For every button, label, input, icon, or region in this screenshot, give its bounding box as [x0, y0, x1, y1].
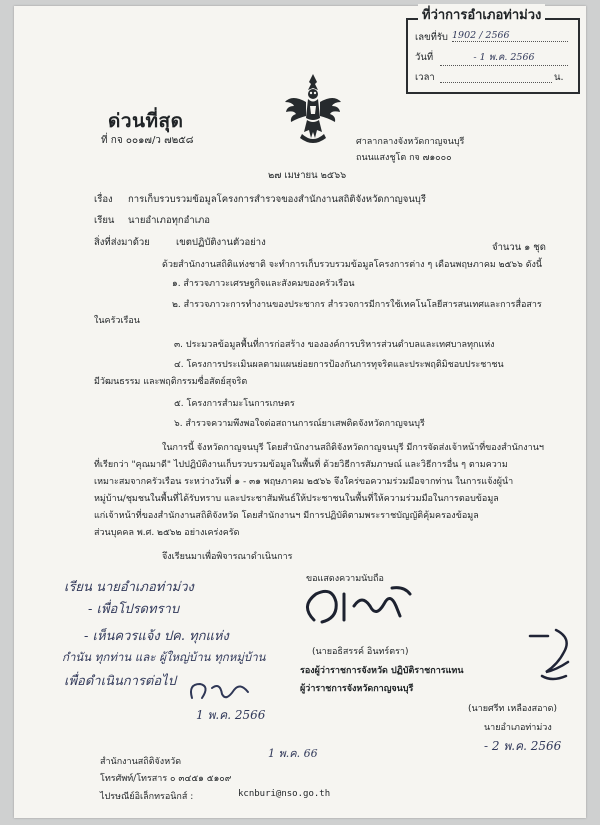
subject-text: การเก็บรวบรวมข้อมูลโครงการสำรวจของสำนักงานสถิติจังหวัดกาญจนบุรี — [128, 194, 426, 205]
handwritten-line-1: เรียน นายอำเภอท่าม่วง — [64, 580, 194, 595]
document-date: ๒๗ เมษายน ๒๕๖๖ — [268, 170, 347, 181]
body-para2-line2: ที่เรียกว่า "คุณมาดี" ไปปฏิบัติงานเก็บรวบรวมข้อมูลในพื้นที่ ด้วยวิธีการสัมภาษณ์ และวิธีการอื่น ๆ ตามความ — [94, 460, 508, 470]
handwritten-line-2: - เพื่อโปรดทราบ — [88, 602, 180, 617]
addressee-text: นายอำเภอทุกอำเภอ — [128, 215, 210, 226]
handwritten-date: 1 พ.ค. 2566 — [196, 708, 266, 722]
subject-label: เรื่อง — [94, 194, 113, 205]
signatory-name: (นายอธิสรรค์ อินทร์ตรา) — [312, 647, 409, 657]
garuda-emblem-icon — [282, 72, 344, 148]
stamp-date-value: - 1 พ.ค. 2566 — [473, 52, 535, 63]
signature-regards: ขอแสดงความนับถือ — [306, 574, 384, 584]
body-para2-line4: หมู่บ้าน/ชุมชนในพื้นที่ได้รับทราบ และประชาสัมพันธ์ให้ประชาชนในพื้นที่ให้ความร่วมมือในการตอบข้อมูล — [94, 494, 499, 504]
urgency-heading: ด่วนที่สุด — [108, 110, 184, 132]
handwritten-side-date: 1 พ.ค. 66 — [268, 747, 318, 760]
body-para2-line3: เหมาะสมจากครัวเรือน ระหว่างวันที่ ๑ - ๓๑ พฤษภาคม ๒๕๖๖ จึงใคร่ขอความร่วมมือจากท่าน ในการแจ้งผู้นำ — [94, 477, 514, 487]
body-para2-line6: ส่วนบุคคล พ.ศ. ๒๕๖๒ อย่างเคร่งครัด — [94, 528, 240, 538]
body-item-3: ๓. ประมวลข้อมูลพื้นที่การก่อสร้าง ขององค์การบริหารส่วนตำบลและเทศบาลทุกแห่ง — [174, 340, 495, 350]
stamp-time-line — [440, 70, 552, 83]
attachment-text: เขตปฏิบัติงานตัวอย่าง — [176, 237, 266, 248]
district-chief-signature-icon — [526, 626, 576, 686]
addressee-label: เรียน — [94, 215, 115, 226]
stamp-receipt-label: เลขที่รับ — [415, 32, 448, 43]
stamp-title: ที่ว่าการอำเภอท่าม่วง — [418, 4, 545, 25]
signatory-position-1: รองผู้ว่าราชการจังหวัด ปฏิบัติราชการแทน — [300, 666, 464, 676]
body-item-1: ๑. สำรวจภาวะเศรษฐกิจและสังคมของครัวเรือน — [172, 279, 355, 289]
closing-line: จึงเรียนมาเพื่อพิจารณาดำเนินการ — [162, 552, 293, 562]
body-item-6: ๖. สำรวจความพึงพอใจต่อสถานการณ์ยาเสพติดจังหวัดกาญจนบุรี — [174, 419, 425, 429]
body-para2-line5: แก่เจ้าหน้าที่ของสำนักงานสถิติจังหวัด โดยสำนักงานฯ มีการปฏิบัติตามพระราชบัญญัติคุ้มครองข้อมูล — [94, 511, 479, 521]
org-line-2: ถนนแสงชูโต กจ ๗๑๐๐๐ — [356, 153, 452, 163]
stamp-receipt-value: 1902 / 2566 — [452, 30, 510, 41]
footer-phone: โทรศัพท์/โทรสาร ๐ ๓๔๕๑ ๕๑๐๙ — [100, 774, 232, 784]
body-item-2-cont: ในครัวเรือน — [94, 316, 140, 326]
stamp-date-line — [440, 50, 568, 66]
attachment-quantity: จำนวน ๑ ชุด — [492, 242, 546, 253]
body-item-4-cont: มีวัฒนธรรม และพฤติกรรมซื่อสัตย์สุจริต — [94, 377, 248, 387]
district-chief-name: (นายศรีท เหลืองสอาด) — [468, 704, 557, 714]
district-chief-position: นายอำเภอท่าม่วง — [484, 723, 552, 733]
stamp-time-suffix: น. — [554, 72, 564, 83]
stamp-date-label: วันที่ — [415, 52, 434, 63]
document-number: ที่ กจ ๐๐๑๗/ว ๗๒๕๘ — [101, 135, 194, 146]
footer-office: สำนักงานสถิติจังหวัด — [100, 757, 182, 767]
signature-mark-icon — [296, 584, 426, 632]
handwritten-line-5: เพื่อดำเนินการต่อไป — [64, 674, 176, 689]
district-chief-date: - 2 พ.ค. 2566 — [484, 739, 562, 753]
handwritten-initials-icon — [186, 678, 256, 706]
body-item-2: ๒. สำรวจภาวะการทำงานของประชากร สำรวจการมีการใช้เทคโนโลยีสารสนเทศและการสื่อสาร — [172, 300, 542, 310]
stamp-receipt-line — [452, 30, 568, 42]
stamp-time-label: เวลา — [415, 72, 435, 83]
body-item-4: ๔. โครงการประเมินผลตามแผนย่อยการป้องกันการทุจริตและประพฤติมิชอบประชาชน — [174, 360, 504, 370]
handwritten-line-3: - เห็นควรแจ้ง ปค. ทุกแห่ง — [84, 629, 229, 644]
signatory-position-2: ผู้ว่าราชการจังหวัดกาญจนบุรี — [300, 684, 414, 694]
handwritten-line-4: กำนัน ทุกท่าน และ ผู้ใหญ่บ้าน ทุกหมู่บ้าน — [62, 650, 266, 664]
body-intro: ด้วยสำนักงานสถิติแห่งชาติ จะทำการเก็บรวบรวมข้อมูลโครงการต่าง ๆ เดือนพฤษภาคม ๒๕๖๖ ดังนี้ — [162, 260, 543, 270]
footer-email[interactable]: kcnburi@nso.go.th — [238, 789, 331, 799]
organization-address — [356, 134, 464, 166]
body-item-5: ๕. โครงการสำมะโนการเกษตร — [174, 399, 295, 409]
org-line-1: ศาลากลางจังหวัดกาญจนบุรี — [356, 137, 465, 147]
body-para2-line1: ในการนี้ จังหวัดกาญจนบุรี โดยสำนักงานสถิติจังหวัดกาญจนบุรี มีการจัดส่งเจ้าหน้าที่ของสำนักงานฯ — [162, 443, 544, 453]
document-page — [14, 6, 586, 818]
attachment-label: สิ่งที่ส่งมาด้วย — [94, 237, 150, 248]
footer-email-label: ไปรษณีย์อิเล็กทรอนิกส์ : — [100, 792, 194, 802]
